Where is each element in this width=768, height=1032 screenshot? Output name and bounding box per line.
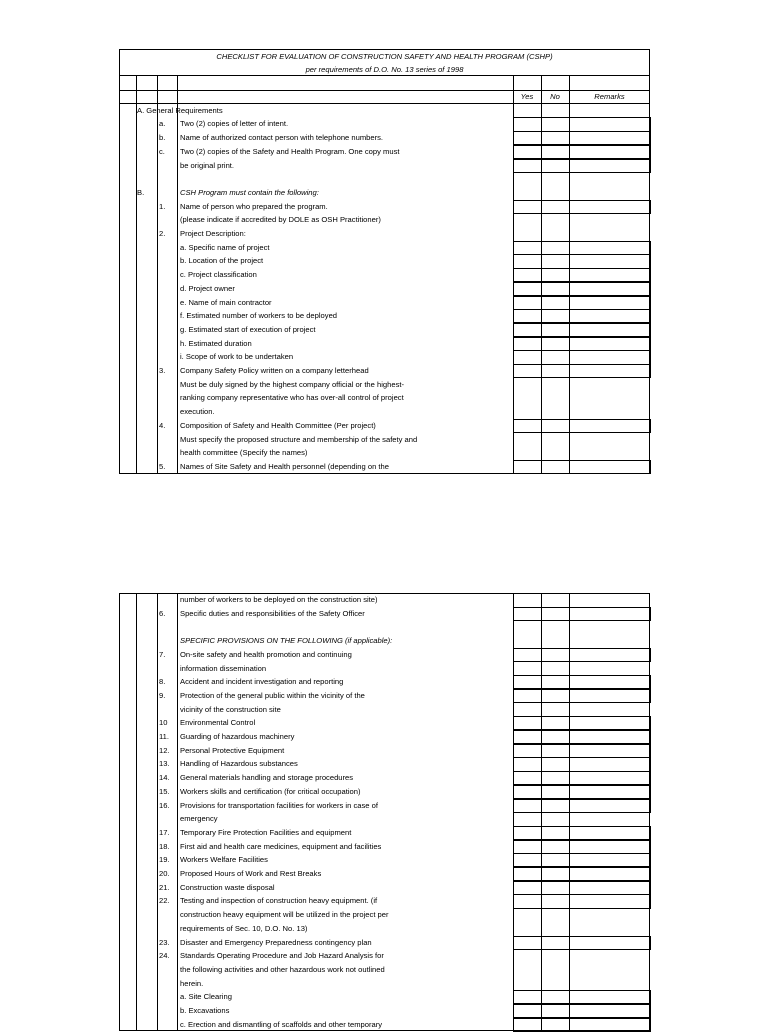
column-header-remarks: Remarks	[594, 92, 625, 102]
checklist-row	[119, 894, 650, 908]
checklist-row	[119, 990, 650, 1004]
yes-checkbox[interactable]	[513, 419, 542, 433]
checklist-row	[119, 391, 650, 405]
yes-checkbox[interactable]	[513, 254, 542, 268]
item-description: be original print.	[180, 160, 235, 170]
item-description: g. Estimated start of execution of project	[180, 324, 316, 334]
checklist-page-2	[119, 593, 650, 1031]
yes-checkbox[interactable]	[513, 881, 542, 895]
checklist-row	[119, 282, 650, 296]
item-number: c.	[159, 146, 165, 156]
remarks-field[interactable]	[569, 268, 651, 282]
subtitle-row	[119, 63, 650, 77]
remarks-field[interactable]	[569, 826, 651, 840]
yes-checkbox[interactable]	[513, 323, 542, 337]
remarks-field[interactable]	[569, 730, 651, 744]
item-description: Environmental Control	[180, 718, 256, 728]
item-description: a. Site Clearing	[180, 992, 232, 1002]
yes-checkbox[interactable]	[513, 757, 542, 771]
item-description: Temporary Fire Protection Facilities and equipment	[180, 827, 352, 837]
remarks-field[interactable]	[569, 131, 651, 145]
item-number: 20.	[159, 869, 170, 878]
grid-hline	[119, 473, 650, 474]
no-checkbox[interactable]	[541, 350, 570, 364]
remarks-field[interactable]	[569, 799, 651, 813]
section-label: A. General Requirements	[137, 105, 223, 115]
checklist-row	[119, 922, 650, 936]
no-checkbox[interactable]	[541, 241, 570, 255]
no-checkbox[interactable]	[541, 894, 570, 908]
item-description: Guarding of hazardous machinery	[180, 732, 295, 741]
yes-checkbox[interactable]	[513, 936, 542, 950]
remarks-field[interactable]	[569, 894, 651, 908]
checklist-row	[119, 323, 650, 337]
item-description: Testing and inspection of construction heavy equipment. (if	[180, 896, 378, 906]
remarks-field[interactable]	[569, 607, 651, 621]
remarks-field[interactable]	[569, 840, 651, 854]
yes-checkbox[interactable]	[513, 200, 542, 214]
item-number: 22.	[159, 896, 170, 906]
item-number: 6.	[159, 608, 166, 618]
item-description: (please indicate if accredited by DOLE as OSH Practitioner)	[180, 215, 381, 225]
no-checkbox[interactable]	[541, 268, 570, 282]
item-number: 2.	[159, 229, 166, 239]
yes-checkbox[interactable]	[513, 799, 542, 813]
checklist-row	[119, 460, 650, 474]
item-number: 14.	[159, 773, 170, 783]
title-row	[119, 49, 650, 63]
yes-checkbox[interactable]	[513, 853, 542, 867]
checklist-row	[119, 826, 650, 840]
no-checkbox[interactable]	[541, 282, 570, 296]
checklist-row	[119, 90, 650, 104]
yes-checkbox[interactable]	[513, 309, 542, 323]
checklist-row	[119, 607, 650, 621]
item-number: 23.	[159, 937, 170, 947]
remarks-field[interactable]	[569, 771, 651, 785]
remarks-field[interactable]	[569, 323, 651, 337]
remarks-field[interactable]	[569, 785, 651, 799]
item-number: 15.	[159, 786, 170, 796]
item-description: requirements of Sec. 10, D.O. No. 13)	[180, 923, 308, 933]
checklist-row	[119, 159, 650, 173]
checklist-row	[119, 977, 650, 991]
checklist-row	[119, 703, 650, 717]
checklist-row	[119, 104, 650, 118]
item-description: Name of authorized contact person with telephone numbers.	[180, 133, 384, 143]
remarks-field[interactable]	[569, 990, 651, 1004]
no-checkbox[interactable]	[541, 200, 570, 214]
yes-checkbox[interactable]	[513, 350, 542, 364]
remarks-field[interactable]	[569, 881, 651, 895]
checklist-row	[119, 446, 650, 460]
remarks-field[interactable]	[569, 350, 651, 364]
checklist-row	[119, 744, 650, 758]
no-checkbox[interactable]	[541, 607, 570, 621]
item-description: herein.	[180, 978, 204, 988]
item-number: 11.	[159, 732, 169, 741]
checklist-row	[119, 337, 650, 351]
checklist-row	[119, 419, 650, 433]
item-description: health committee (Specify the names)	[180, 448, 308, 458]
checklist-row	[119, 378, 650, 392]
remarks-field[interactable]	[569, 200, 651, 214]
yes-checkbox[interactable]	[513, 648, 542, 662]
no-checkbox[interactable]	[541, 337, 570, 351]
yes-checkbox[interactable]	[513, 282, 542, 296]
item-description: information dissemination	[180, 663, 267, 673]
item-description: Must specify the proposed structure and membership of the safety and	[180, 434, 418, 444]
checklist-row	[119, 620, 650, 634]
no-checkbox[interactable]	[541, 771, 570, 785]
no-checkbox[interactable]	[541, 840, 570, 854]
remarks-field[interactable]	[569, 867, 651, 881]
yes-checkbox[interactable]	[513, 268, 542, 282]
no-checkbox[interactable]	[541, 675, 570, 689]
no-checkbox[interactable]	[541, 757, 570, 771]
no-checkbox[interactable]	[541, 648, 570, 662]
item-description: Project Description:	[180, 229, 246, 239]
remarks-field[interactable]	[569, 145, 651, 159]
remarks-field[interactable]	[569, 757, 651, 771]
checklist-row	[119, 172, 650, 186]
no-checkbox[interactable]	[541, 867, 570, 881]
no-checkbox[interactable]	[541, 296, 570, 310]
checklist-row	[119, 949, 650, 963]
item-description: c. Project classification	[180, 270, 257, 280]
checklist-row	[119, 936, 650, 950]
item-description: Composition of Safety and Health Committee (Per project)	[180, 420, 376, 430]
column-header-no: No	[550, 92, 560, 102]
no-checkbox[interactable]	[541, 853, 570, 867]
checklist-row	[119, 1004, 650, 1018]
remarks-field[interactable]	[569, 254, 651, 268]
item-description: vicinity of the construction site	[180, 704, 281, 714]
item-description: Company Safety Policy written on a company letterhead	[180, 366, 369, 376]
no-checkbox[interactable]	[541, 254, 570, 268]
checklist-row	[119, 881, 650, 895]
item-number: 9.	[159, 690, 166, 700]
item-description: Proposed Hours of Work and Rest Breaks	[180, 869, 322, 878]
remarks-field[interactable]	[569, 159, 651, 173]
no-checkbox[interactable]	[541, 419, 570, 433]
checklist-row	[119, 296, 650, 310]
yes-checkbox[interactable]	[513, 730, 542, 744]
item-description: i. Scope of work to be undertaken	[180, 352, 294, 362]
no-checkbox[interactable]	[541, 309, 570, 323]
checklist-row	[119, 227, 650, 241]
item-number: 16.	[159, 800, 170, 810]
checklist-row	[119, 812, 650, 826]
item-description: Names of Site Safety and Health personnel (depending on the	[180, 461, 389, 471]
checklist-row	[119, 908, 650, 922]
no-checkbox[interactable]	[541, 323, 570, 337]
yes-checkbox[interactable]	[513, 117, 542, 131]
item-number: 12.	[159, 745, 170, 755]
checklist-row	[119, 757, 650, 771]
item-description: d. Project owner	[180, 283, 235, 293]
yes-checkbox[interactable]	[513, 716, 542, 730]
item-description: On-site safety and health promotion and continuing	[180, 649, 352, 659]
remarks-field[interactable]	[569, 296, 651, 310]
yes-checkbox[interactable]	[513, 337, 542, 351]
item-description: Two (2) copies of the Safety and Health Program. One copy must	[180, 146, 400, 156]
item-description: c. Erection and dismantling of scaffolds and other temporary	[180, 1019, 383, 1029]
remarks-field[interactable]	[569, 648, 651, 662]
item-description: Provisions for transportation facilities for workers in case of	[180, 800, 378, 810]
yes-checkbox[interactable]	[513, 607, 542, 621]
remarks-field[interactable]	[569, 1004, 651, 1018]
no-checkbox[interactable]	[541, 881, 570, 895]
checklist-row	[119, 648, 650, 662]
item-description: f. Estimated number of workers to be deployed	[180, 311, 338, 321]
item-description: Workers Welfare Facilities	[180, 855, 268, 865]
item-description: b. Location of the project	[180, 256, 264, 266]
item-number: 8.	[159, 677, 166, 687]
document-title: CHECKLIST FOR EVALUATION OF CONSTRUCTION SAFETY AND HEALTH PROGRAM (CSHP)	[216, 52, 553, 61]
checklist-row	[119, 350, 650, 364]
column-header-yes: Yes	[520, 92, 534, 102]
remarks-field[interactable]	[569, 675, 651, 689]
no-checkbox[interactable]	[541, 145, 570, 159]
checklist-row	[119, 241, 650, 255]
yes-checkbox[interactable]	[513, 990, 542, 1004]
no-checkbox[interactable]	[541, 744, 570, 758]
checklist-row	[119, 433, 650, 447]
item-number: 3.	[159, 366, 166, 376]
item-description: e. Name of main contractor	[180, 297, 272, 307]
yes-checkbox[interactable]	[513, 296, 542, 310]
no-checkbox[interactable]	[541, 1004, 570, 1018]
item-number: 17.	[159, 827, 170, 837]
checklist-row	[119, 200, 650, 214]
remarks-field[interactable]	[569, 853, 651, 867]
item-description: Disaster and Emergency Preparedness contingency plan	[180, 937, 372, 947]
checklist-row	[119, 186, 650, 200]
remarks-field[interactable]	[569, 282, 651, 296]
checklist-row	[119, 730, 650, 744]
item-description: ranking company representative who has over-all control of project	[180, 393, 404, 403]
item-description: construction heavy equipment will be utilized in the project per	[180, 910, 389, 920]
remarks-field[interactable]	[569, 309, 651, 323]
no-checkbox[interactable]	[541, 131, 570, 145]
checklist-row	[119, 145, 650, 159]
checklist-row	[119, 963, 650, 977]
remarks-field[interactable]	[569, 716, 651, 730]
no-checkbox[interactable]	[541, 990, 570, 1004]
yes-checkbox[interactable]	[513, 771, 542, 785]
item-number: 7.	[159, 649, 166, 659]
item-description: h. Estimated duration	[180, 338, 252, 348]
section-label: B.	[137, 187, 145, 197]
checklist-row	[119, 771, 650, 785]
yes-checkbox[interactable]	[513, 131, 542, 145]
item-number: b.	[159, 133, 166, 143]
checklist-row	[119, 799, 650, 813]
yes-checkbox[interactable]	[513, 744, 542, 758]
yes-checkbox[interactable]	[513, 1004, 542, 1018]
yes-checkbox[interactable]	[513, 894, 542, 908]
checklist-row	[119, 867, 650, 881]
remarks-field[interactable]	[569, 337, 651, 351]
checklist-row	[119, 364, 650, 378]
checklist-table	[119, 76, 650, 473]
checklist-row	[119, 1018, 650, 1032]
item-description: Standards Operating Procedure and Job Hazard Analysis for	[180, 951, 384, 961]
checklist-row	[119, 593, 650, 607]
checklist-row	[119, 213, 650, 227]
item-description: Workers skills and certification (for critical occupation)	[180, 786, 361, 796]
item-description: b. Excavations	[180, 1006, 230, 1015]
item-description: SPECIFIC PROVISIONS ON THE FOLLOWING (if applicable):	[180, 636, 393, 646]
item-description: Specific duties and responsibilities of the Safety Officer	[180, 608, 365, 618]
item-description: the following activities and other hazardous work not outlined	[180, 964, 385, 974]
item-description: Personal Protective Equipment	[180, 745, 285, 755]
checklist-row	[119, 716, 650, 730]
yes-checkbox[interactable]	[513, 145, 542, 159]
checklist-row	[119, 309, 650, 323]
no-checkbox[interactable]	[541, 826, 570, 840]
checklist-row	[119, 662, 650, 676]
yes-checkbox[interactable]	[513, 364, 542, 378]
checklist-row	[119, 117, 650, 131]
remarks-field[interactable]	[569, 364, 651, 378]
yes-checkbox[interactable]	[513, 689, 542, 703]
remarks-field[interactable]	[569, 936, 651, 950]
yes-checkbox[interactable]	[513, 675, 542, 689]
checklist-row	[119, 689, 650, 703]
checklist-row	[119, 840, 650, 854]
remarks-field[interactable]	[569, 689, 651, 703]
checklist-row	[119, 268, 650, 282]
section-heading: CSH Program must contain the following:	[180, 187, 319, 197]
no-checkbox[interactable]	[541, 936, 570, 950]
item-description: Handling of Hazardous substances	[180, 759, 298, 769]
item-description: First aid and health care medicines, equipment and facilities	[180, 841, 382, 851]
item-number: 10	[159, 718, 168, 728]
checklist-row	[119, 675, 650, 689]
item-number: 5.	[159, 461, 166, 471]
item-description: a. Specific name of project	[180, 242, 270, 252]
item-description: number of workers to be deployed on the construction site)	[180, 595, 378, 604]
item-description: Accident and incident investigation and reporting	[180, 677, 344, 687]
checklist-row	[119, 634, 650, 648]
checklist-row	[119, 76, 650, 90]
remarks-field[interactable]	[569, 744, 651, 758]
item-description: Protection of the general public within the vicinity of the	[180, 690, 365, 700]
item-number: 4.	[159, 420, 166, 430]
checklist-row	[119, 131, 650, 145]
no-checkbox[interactable]	[541, 730, 570, 744]
item-number: a.	[159, 119, 166, 129]
no-checkbox[interactable]	[541, 785, 570, 799]
remarks-field[interactable]	[569, 241, 651, 255]
item-number: 18.	[159, 841, 170, 851]
yes-checkbox[interactable]	[513, 840, 542, 854]
checklist-row	[119, 785, 650, 799]
yes-checkbox[interactable]	[513, 826, 542, 840]
item-description: emergency	[180, 814, 218, 824]
remarks-field[interactable]	[569, 117, 651, 131]
no-checkbox[interactable]	[541, 716, 570, 730]
item-number: 13.	[159, 759, 170, 769]
yes-checkbox[interactable]	[513, 241, 542, 255]
item-description: Must be duly signed by the highest company official or the highest-	[180, 379, 405, 389]
item-description: Construction waste disposal	[180, 882, 275, 892]
yes-checkbox[interactable]	[513, 159, 542, 173]
item-description: execution.	[180, 407, 215, 417]
checklist-table-continued	[119, 593, 650, 1031]
no-checkbox[interactable]	[541, 117, 570, 131]
checklist-row	[119, 254, 650, 268]
grid-hline	[119, 1030, 650, 1031]
checklist-row	[119, 405, 650, 419]
item-description: General materials handling and storage procedures	[180, 773, 354, 783]
no-checkbox[interactable]	[541, 689, 570, 703]
no-checkbox[interactable]	[541, 364, 570, 378]
checklist-row	[119, 853, 650, 867]
yes-checkbox[interactable]	[513, 867, 542, 881]
no-checkbox[interactable]	[541, 799, 570, 813]
item-number: 24.	[159, 951, 170, 961]
document-subtitle: per requirements of D.O. No. 13 series of 1998	[305, 64, 464, 74]
item-number: 1.	[159, 201, 166, 211]
yes-checkbox[interactable]	[513, 785, 542, 799]
item-description: Name of person who prepared the program.	[180, 201, 328, 211]
item-number: 21.	[159, 882, 170, 892]
checklist-page-1	[119, 49, 650, 474]
remarks-field[interactable]	[569, 419, 651, 433]
no-checkbox[interactable]	[541, 159, 570, 173]
item-description: Two (2) copies of letter of intent.	[180, 119, 289, 129]
item-number: 19.	[159, 855, 170, 865]
